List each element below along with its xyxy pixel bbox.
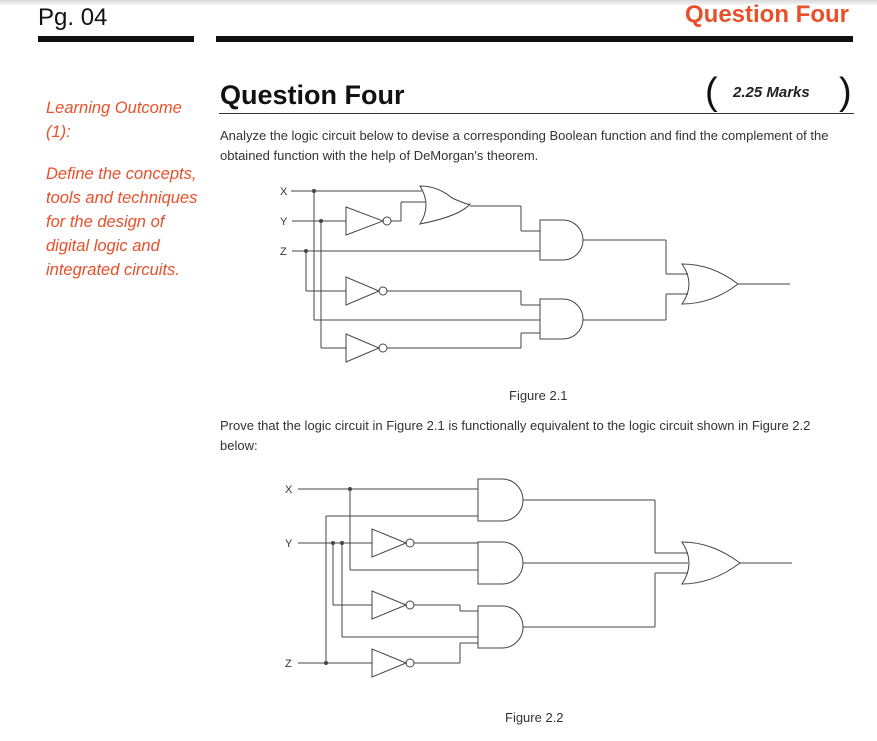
fig1-input-z: Z [280, 246, 287, 258]
header-title: Question Four [685, 1, 849, 28]
marks-text: 2.25 Marks [733, 84, 810, 101]
fig2-input-y: Y [285, 538, 293, 550]
question-paragraph-2: Prove that the logic circuit in Figure 2.1 is functionally equivalent to the logic circuit shown in Figure 2.2 below: [220, 418, 811, 453]
bracket-left: ( [705, 71, 718, 113]
page-number: Pg. 04 [38, 4, 108, 31]
fig1-input-y: Y [280, 216, 288, 228]
figure-2-1-caption: Figure 2.1 [509, 388, 568, 403]
fig2-input-x: X [285, 484, 293, 496]
outcome-label: Learning Outcome (1): [46, 99, 182, 141]
figure-2-2-circuit [270, 475, 810, 695]
bracket-right: ) [839, 71, 852, 113]
question-rule [219, 113, 854, 114]
learning-outcome-sidebar [46, 96, 206, 300]
fig2-input-z: Z [285, 658, 292, 670]
header-rule-left [38, 36, 194, 42]
fig1-input-x: X [280, 186, 288, 198]
figure-2-1-circuit [270, 180, 810, 380]
outcome-text: Define the concepts, tools and techniques for the design of digital logic and integrated circuits. [46, 165, 198, 279]
marks-badge [705, 72, 855, 112]
question-heading: Question Four [220, 80, 405, 110]
figure-2-2-caption: Figure 2.2 [505, 710, 564, 725]
question-paragraph-1: Analyze the logic circuit below to devise a corresponding Boolean function and find the complement of the obtained function with the help of DeMorgan's theorem. [220, 128, 829, 163]
header-rule-right [216, 36, 853, 42]
